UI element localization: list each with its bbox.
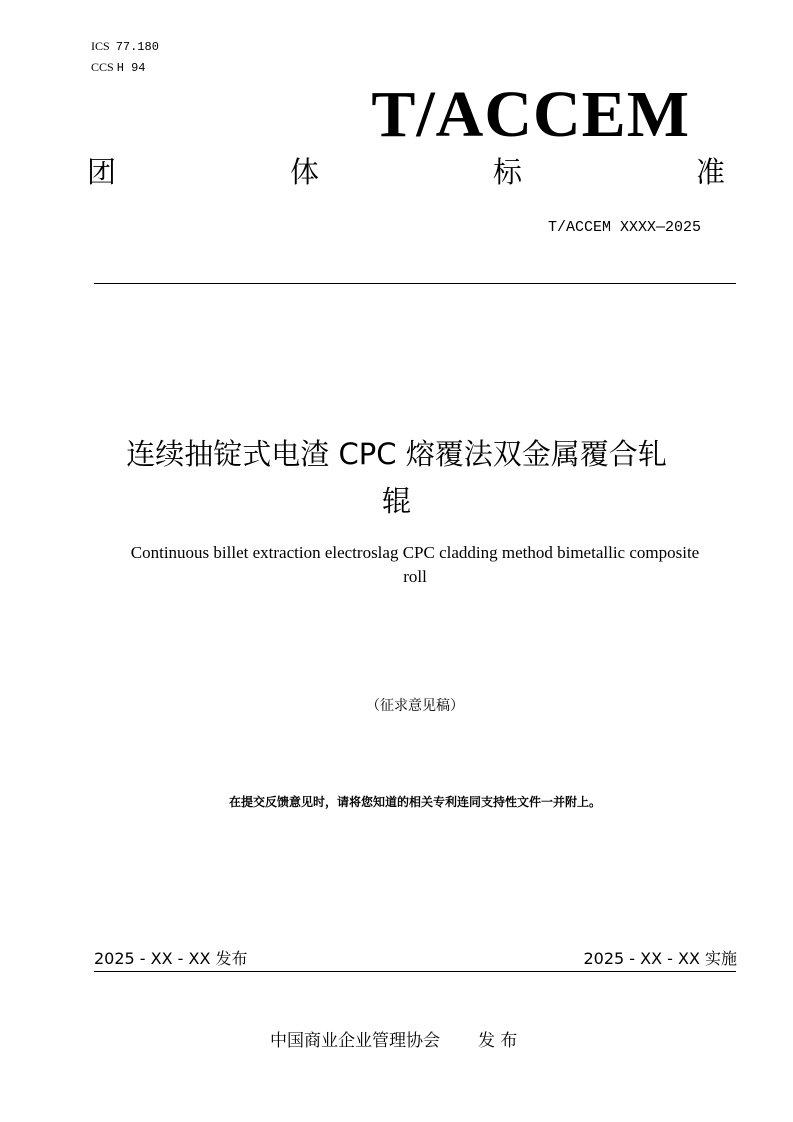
ccs-label: CCS (91, 60, 114, 74)
standard-type-char: 准 (696, 155, 726, 189)
title-cn-line1: 连续抽锭式电渣 CPC 熔覆法双金属覆合轧 (126, 437, 667, 471)
patent-notice: 在提交反馈意见时，请将您知道的相关专利连同支持性文件一并附上。 (228, 795, 601, 809)
draft-status: （征求意见稿） (366, 698, 464, 714)
ics-value: 77.180 (115, 40, 159, 54)
title-en-line2: roll (403, 567, 427, 586)
publisher (270, 1026, 517, 1051)
title-en-line1: Continuous billet extraction electroslag CPC cladding method bimetallic composite (130, 543, 700, 562)
standard-type-char: 团 (87, 155, 117, 189)
publisher-name: 中国商业企业管理协会 (270, 1031, 440, 1051)
standard-type-char: 标 (493, 155, 523, 189)
publisher-action: 发 布 (478, 1031, 518, 1051)
publish-date: 2025 - XX - XX 发布 (94, 949, 248, 968)
standard-type-char: 体 (290, 155, 320, 189)
ccs-code (91, 60, 146, 75)
title-cn (0, 432, 793, 520)
title-en (0, 541, 793, 589)
ics-label: ICS (91, 39, 110, 53)
ccs-value: H 94 (116, 61, 146, 75)
ics-code (91, 39, 159, 54)
footer-divider (94, 971, 736, 972)
title-cn-line2: 辊 (381, 484, 411, 518)
header-divider (94, 283, 736, 284)
standard-number: T/ACCEM XXXX—2025 (548, 219, 702, 236)
accem-logo: T/ACCEM (371, 78, 690, 151)
implement-date: 2025 - XX - XX 实施 (583, 949, 737, 968)
